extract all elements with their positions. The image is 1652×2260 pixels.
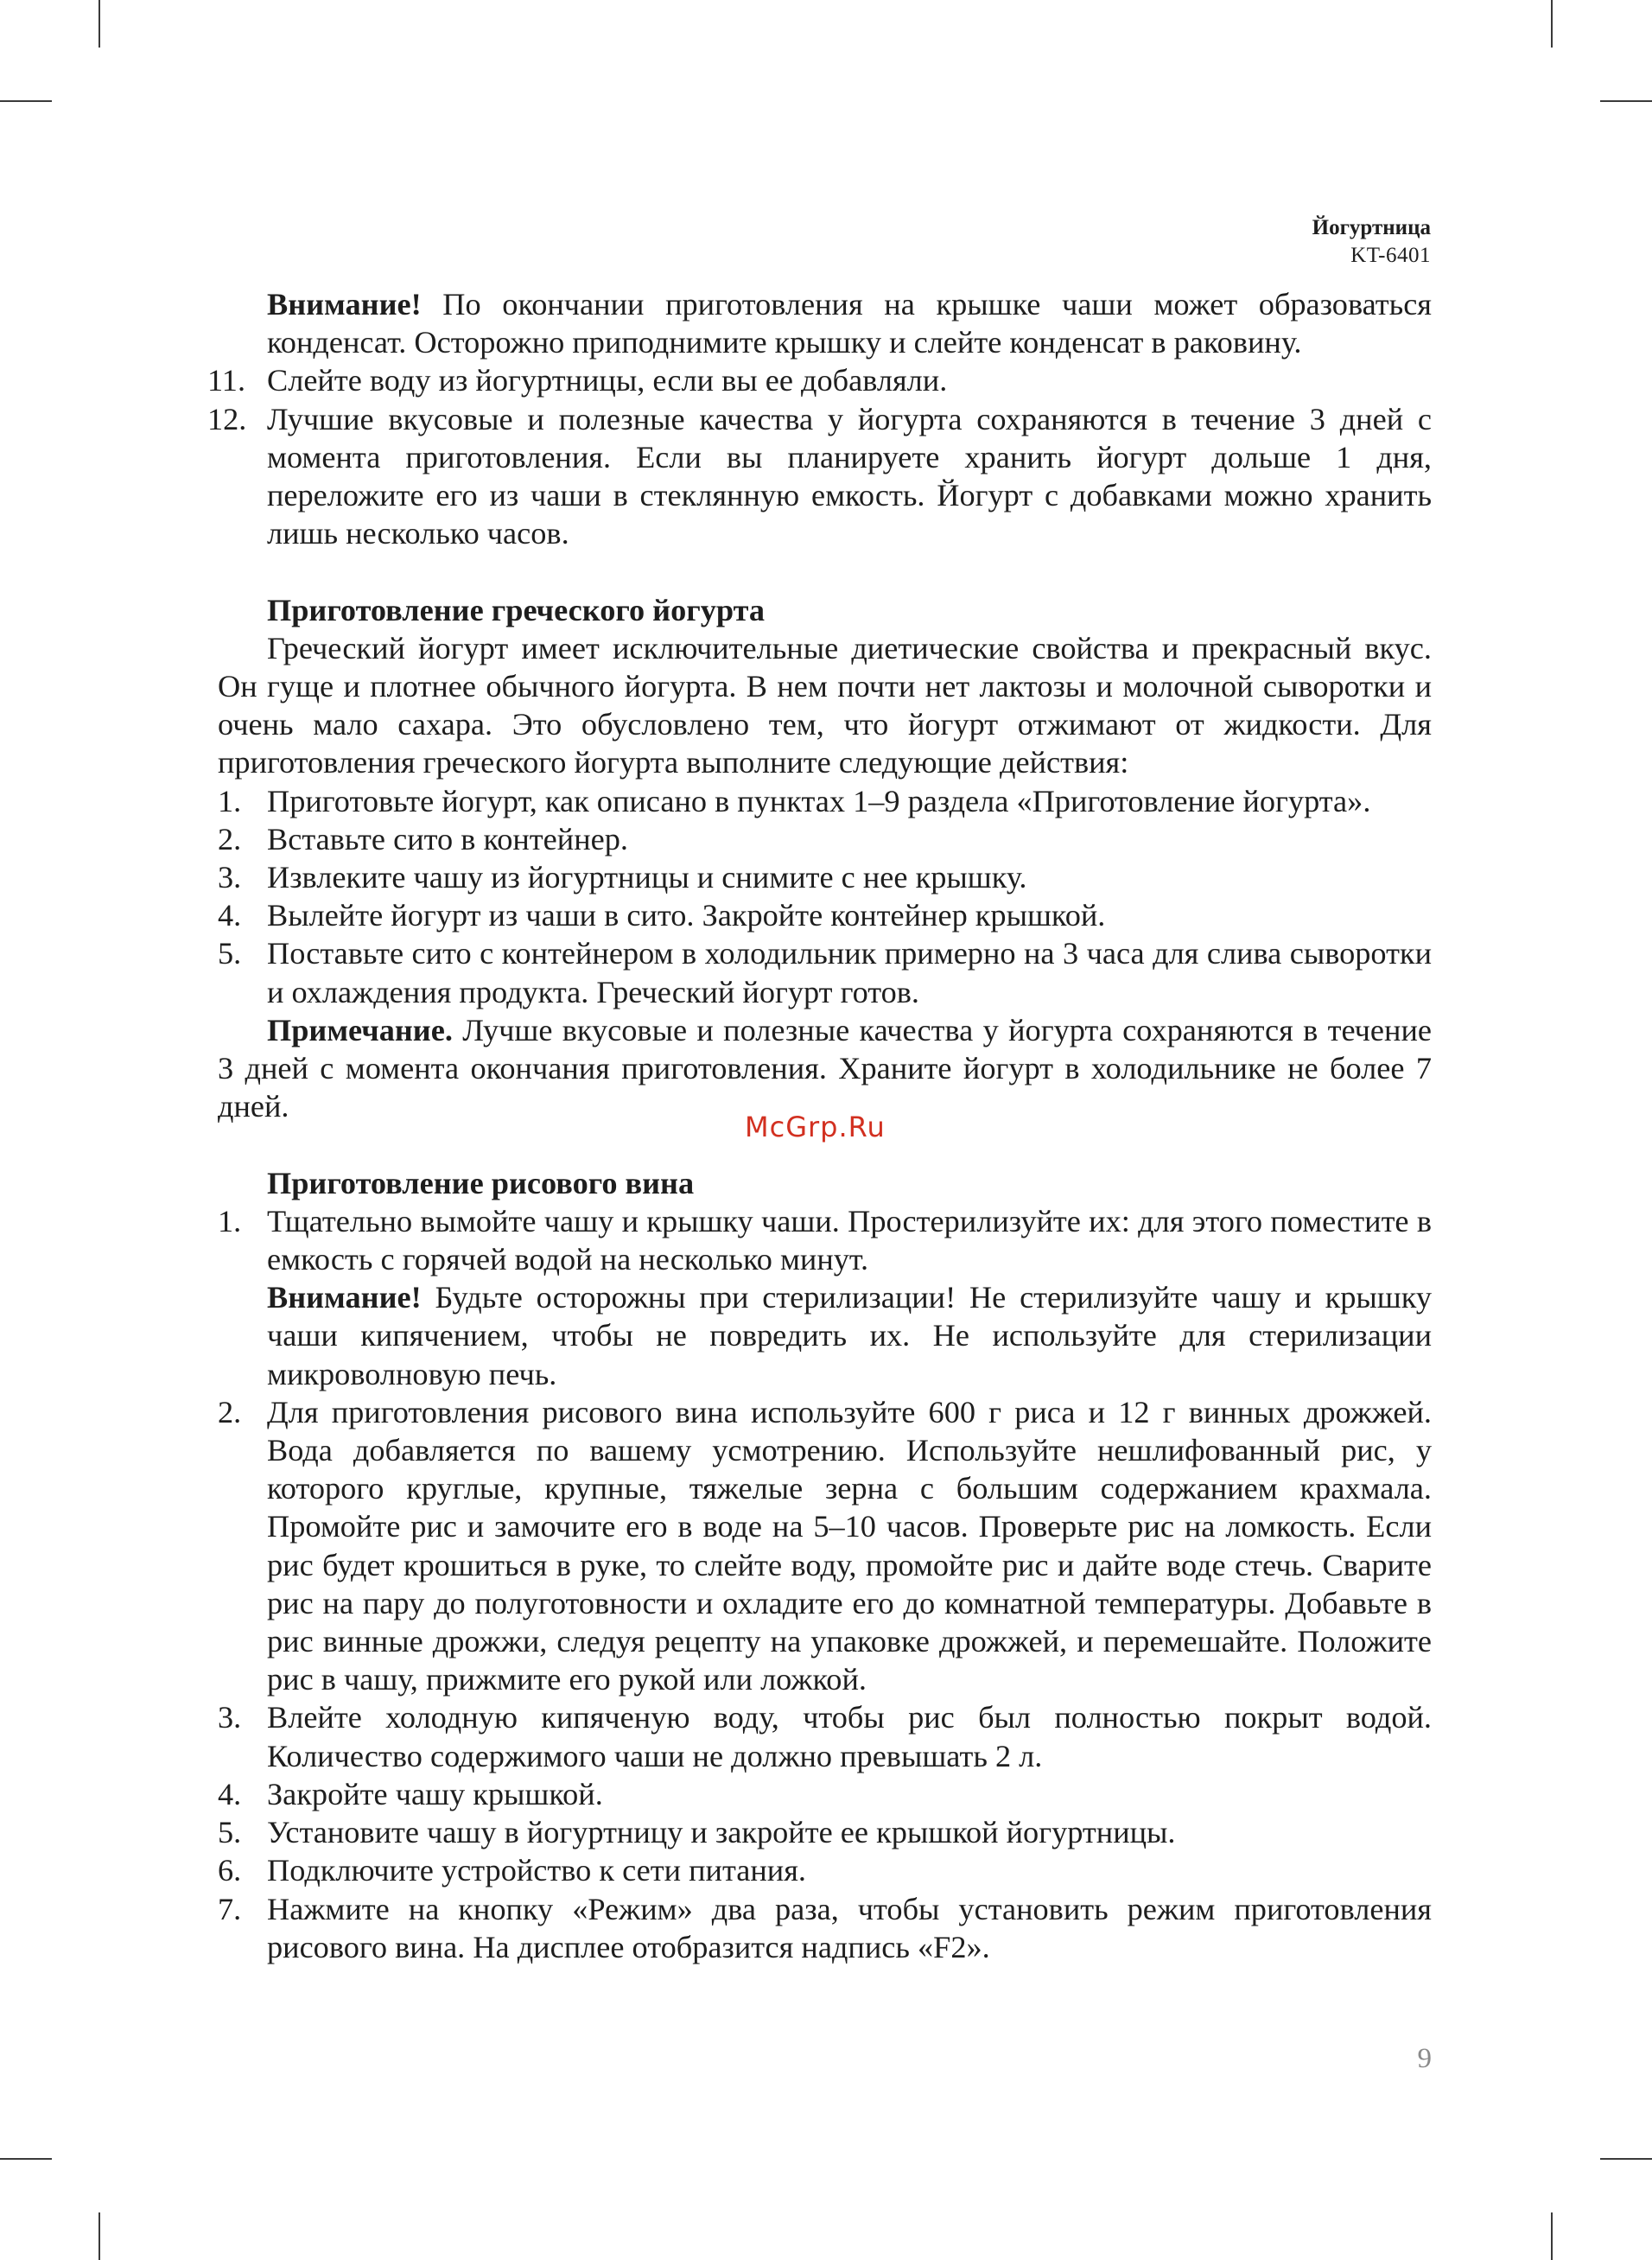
list-item: [207, 400, 1432, 553]
item-number: 11.: [207, 363, 246, 398]
item-number: 12.: [207, 401, 247, 436]
item-number: 2.: [218, 821, 242, 856]
greek-intro: Греческий йогурт имеет исключительные диетические свойства и прекрасный вкус. Он гуще и плотнее обычного йогурта. В нем почти нет лактозы и молочной сыворотки и очень мало сахара. Это обусловлено тем, что йогурт отжимают от жидкости. Для приготовления греческого йогурта выполните следующие действия:: [218, 630, 1432, 780]
item-number: 5.: [218, 1815, 242, 1850]
item-text: Приготовьте йогурт, как описано в пунктах 1–9 раздела «Приготовление йогурта».: [267, 783, 1371, 818]
warning-label: Внимание!: [267, 287, 422, 321]
list-item: [218, 1698, 1432, 1774]
item-text: Подключите устройство к сети питания.: [267, 1853, 806, 1888]
note-label: Примечание.: [267, 1012, 453, 1047]
item-number: 4.: [218, 1776, 242, 1811]
item-text: Тщательно вымойте чашу и крышку чаши. Простерилизуйте их: для этого поместите в емкость с горячей водой на несколько минут.: [267, 1203, 1432, 1277]
watermark-text: McGrp.Ru: [745, 1111, 886, 1143]
list-item: [218, 1851, 1432, 1889]
item-text: Поставьте сито с контейнером в холодильник примерно на 3 часа для слива сыворотки и охлаждения продукта. Греческий йогурт готов.: [267, 936, 1432, 1009]
item-text: Влейте холодную кипяченую воду, чтобы рис был полностью покрыт водой. Количество содержимого чаши не должно превышать 2 л.: [267, 1700, 1432, 1773]
crop-mark-top-left: [98, 0, 100, 48]
crop-mark-right-top: [1600, 100, 1652, 102]
item-text: Для приготовления рисового вина используйте 600 г риса и 12 г винных дрожжей. Вода добавляется по вашему усмотрению. Используйте нешлифованный рис, у которого круглые, крупные, тяжелые зерна с большим содержанием крахмала. Промойте рис и замочите его в воде на 5–10 часов. Проверьте рис на ломкость. Если рис будет крошиться в руке, то слейте воду, промойте рис и дайте воде стечь. Сварите рис на пару до полуготовности и охладите его до комнатной температуры. Добавьте в рис винные дрожжи, следуя рецепту на упаковке дрожжей, и перемешайте. Положите рис в чашу, прижмите его рукой или ложкой.: [267, 1394, 1432, 1697]
section-heading-greek: Приготовление греческого йогурта: [267, 592, 765, 627]
list-item: [218, 1393, 1432, 1699]
crop-mark-left-top: [0, 100, 52, 102]
item-number: 2.: [218, 1394, 242, 1429]
item-number: 1.: [218, 1203, 242, 1238]
crop-mark-top-right: [1551, 0, 1553, 48]
note-text: Лучше вкусовые и полезные качества у йогурта сохраняются в течение 3 дней с момента окончания приготовления. Храните йогурт в холодильнике не более 7 дней.: [218, 1012, 1432, 1124]
list-item: [218, 820, 1432, 858]
crop-mark-left-bottom: [0, 2158, 52, 2160]
item-text: Слейте воду из йогуртницы, если вы ее добавляли.: [267, 363, 948, 398]
list-item: [218, 858, 1432, 896]
crop-mark-right-bottom: [1600, 2158, 1652, 2160]
item-text: Нажмите на кнопку «Режим» два раза, чтобы установить режим приготовления рисового вина. На дисплее отобразится надпись «F2».: [267, 1891, 1432, 1964]
crop-mark-bottom-left: [98, 2212, 100, 2260]
header-title: Йогуртница: [1312, 216, 1431, 239]
warning-text: По окончании приготовления на крышке чаши может образоваться конденсат. Осторожно приподнимите крышку и слейте конденсат в раковину.: [267, 287, 1432, 360]
item-text: Лучшие вкусовые и полезные качества у йогурта сохраняются в течение 3 дней с момента приготовления. Если вы планируете хранить йогурт дольше 1 дня, переложите его из чаши в стеклянную емкость. Йогурт с добавками можно хранить лишь несколько часов.: [267, 401, 1432, 551]
list-item: [218, 1813, 1432, 1851]
greek-note: [218, 1011, 1432, 1126]
item-text: Вылейте йогурт из чаши в сито. Закройте контейнер крышкой.: [267, 898, 1106, 933]
section-heading-wine: Приготовление рисового вина: [267, 1165, 695, 1200]
list-item: [218, 1890, 1432, 1966]
running-header: [1312, 214, 1431, 270]
list-item: [218, 1202, 1432, 1393]
page-number: 9: [1417, 2043, 1432, 2074]
item-text: Закройте чашу крышкой.: [267, 1776, 603, 1811]
wine-warning: [267, 1278, 1432, 1393]
list-item: [218, 934, 1432, 1010]
list-item: [218, 1775, 1432, 1813]
warning-text: Будьте осторожны при стерилизации! Не стерилизуйте чашу и крышку чаши кипячением, чтобы не повредить их. Не используйте для стерилизации микроволновую печь.: [267, 1280, 1432, 1391]
item-number: 1.: [218, 783, 242, 818]
item-number: 4.: [218, 898, 242, 933]
warning-label: Внимание!: [267, 1280, 422, 1315]
warning-note: [218, 285, 1432, 361]
item-text: Извлеките чашу из йогуртницы и снимите с нее крышку.: [267, 860, 1027, 895]
header-model: KT-6401: [1350, 244, 1431, 267]
item-number: 7.: [218, 1891, 242, 1926]
list-item: [218, 782, 1432, 820]
item-text: Установите чашу в йогуртницу и закройте ее крышкой йогуртницы.: [267, 1815, 1176, 1850]
item-number: 3.: [218, 1700, 242, 1735]
item-number: 5.: [218, 936, 242, 971]
item-text: Вставьте сито в контейнер.: [267, 821, 628, 856]
crop-mark-bottom-right: [1551, 2212, 1553, 2260]
list-item: [207, 361, 1432, 399]
item-number: 3.: [218, 860, 242, 895]
item-number: 6.: [218, 1853, 242, 1888]
list-item: [218, 896, 1432, 934]
